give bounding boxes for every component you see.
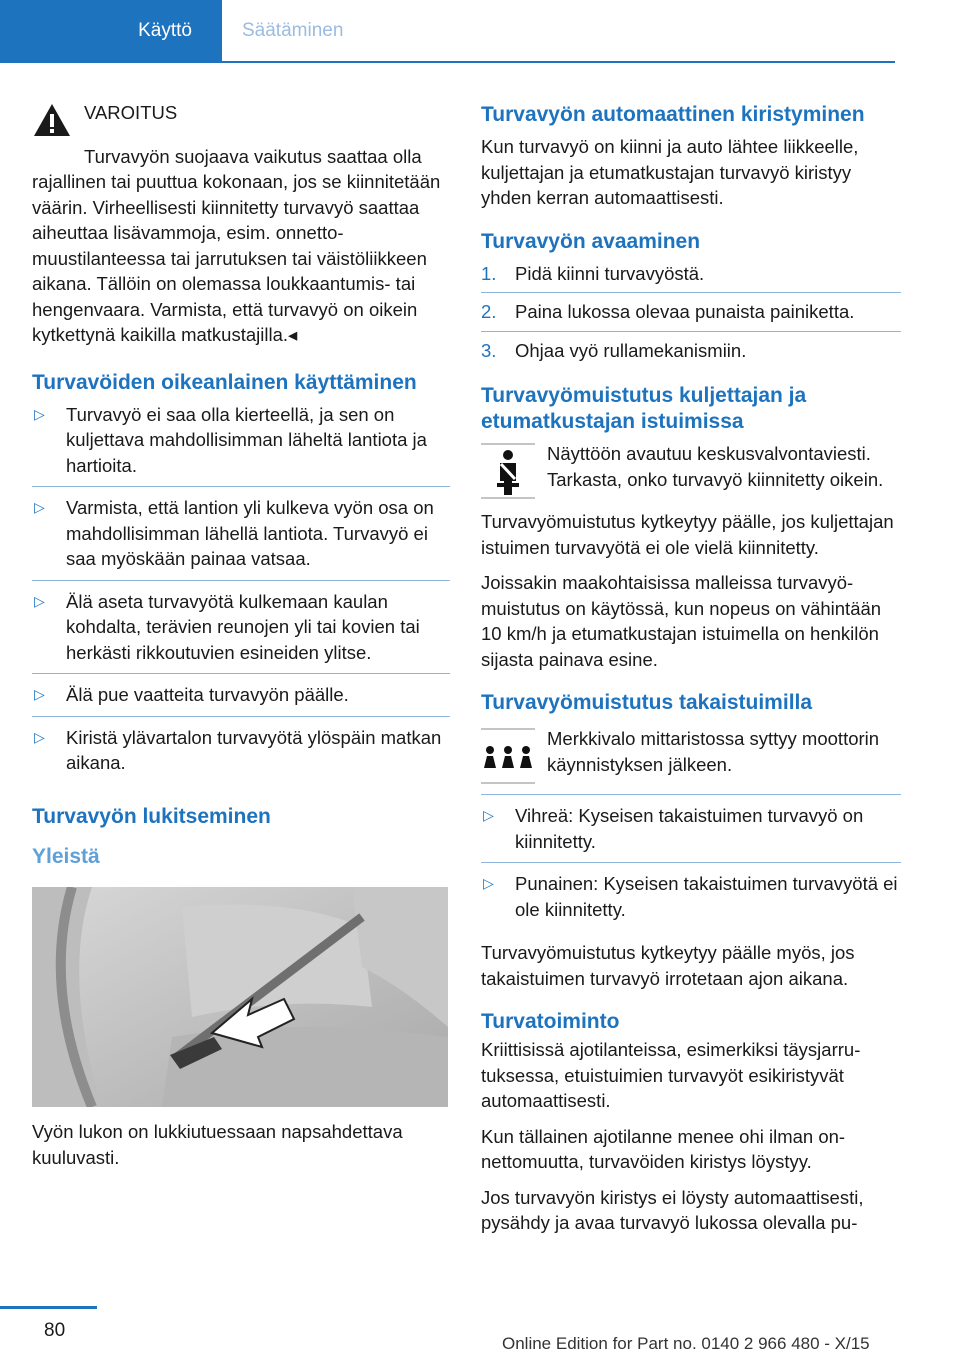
step-item: 3. Ohjaa vyö rullamekanismiin. — [481, 339, 747, 361]
tab-kaytto[interactable]: Käyttö — [0, 0, 222, 61]
heading-reminder-rear: Turvavyömuistutus takaistuimilla — [481, 691, 813, 714]
page-number: 80 — [44, 1320, 66, 1341]
heading-auto-tighten: Turvavyön automaattinen kiristyminen — [481, 103, 865, 126]
warning-label: VAROITUS — [84, 102, 178, 123]
warning-icon — [32, 102, 84, 145]
triangle-bullet-icon: ▷ — [34, 728, 45, 745]
reminder-rear-row — [481, 726, 901, 784]
heading-safety-function: Turvatoiminto — [481, 1010, 620, 1033]
triangle-bullet-icon: ▷ — [34, 405, 45, 422]
list-item: ▷ Turvavyö ei saa olla kierteellä, ja sen on kuljettava mahdollisimman läheltä lantiota ja hartioita. — [32, 402, 450, 488]
heading-open: Turvavyön avaaminen — [481, 229, 701, 253]
warning-content — [84, 100, 177, 145]
step-item: 2. Paina lukossa olevaa punaista painiketta. — [481, 299, 901, 332]
list-item: ▷ Älä aseta turvavyötä kulkemaan kaulan kohdalta, terävien reunojen yli tai kovien tai herkästi rikkoutuvien esineiden ylitse. — [32, 589, 450, 675]
safety-p1: Kriittisissä ajotilanteissa, esimerkiksi täysjarrutuksessa, etuistuimien turvavyöt esikiristyvät automaattisesti. — [481, 1039, 861, 1111]
safety-p3: Jos turvavyön kiristys ei löysty automaattisesti, pysähdy ja avaa turvavyö lukossa olevalla pu- — [481, 1186, 864, 1233]
seatbelt-buckle-photo — [32, 887, 448, 1107]
reminder-front-p1: Turvavyömuistutus kytkeytyy päälle, jos kuljettajan istuimen turvavyötä ei ole vielä kiinnitetty. — [481, 511, 894, 558]
header-divider — [0, 61, 895, 63]
reminder-front-icon-text: Näyttöön avautuu keskusvalvontaviesti. Tarkasta, onko turvavyö kiinnitetty oikein. — [547, 443, 884, 490]
safety-p2: Kun tällainen ajotilanne menee ohi ilman onnettomuutta, turvavöiden kiristys löystyy. — [481, 1125, 846, 1172]
list-item: ▷ Kiristä ylävartalon turvavyötä ylöspäin matkan aikana. — [34, 726, 442, 773]
step-item: 1. Pidä kiinni turvavyöstä. — [481, 261, 901, 294]
lock-caption: Vyön lukon on lukkiutuessaan napsahdettava kuuluvasti. — [32, 1121, 403, 1168]
triangle-bullet-icon: ▷ — [34, 592, 45, 609]
heading-reminder-front: Turvavyömuistutus kuljettajan ja etumatkustajan istuimissa — [481, 384, 807, 433]
edition-footer: Online Edition for Part no. 0140 2 966 480 - X/15 — [502, 1334, 870, 1353]
footer-divider — [0, 1306, 97, 1309]
reminder-rear-icon-text: Merkkivalo mittaristossa syttyy moottorin käynnistyksen jälkeen. — [547, 728, 880, 775]
reminder-front-row — [481, 441, 901, 499]
rear-status-list — [481, 794, 901, 930]
open-steps — [481, 261, 901, 370]
seatbelt-reminder-icon — [481, 443, 535, 499]
right-column — [481, 100, 901, 1246]
heading-correct-use: Turvavöiden oikeanlainen käyttäminen — [32, 370, 417, 394]
subheading-general: Yleistä — [32, 844, 100, 868]
heading-locking: Turvavyön lukitseminen — [32, 804, 271, 828]
list-item: ▷ Älä pue vaatteita turvavyön päälle. — [32, 682, 450, 717]
auto-tighten-text: Kun turvavyö on kiinni ja auto lähtee liikkeelle, kuljettajan ja etumatkustajan turvavyö kiristyy yhden kerran automaattisesti. — [481, 136, 859, 208]
triangle-bullet-icon: ▷ — [34, 499, 45, 515]
triangle-bullet-icon: ▷ — [483, 875, 494, 891]
list-item: ▷ Punainen: Kyseisen takaistuimen turvavyötä ei ole kiinnitetty. — [483, 873, 898, 920]
chapter-tabs — [0, 0, 895, 66]
warning-text: Turvavyön suojaava vaikutus saattaa olla rajallinen tai puuttua kokonaan, jos se kiinnitetään väärin. Virheellisesti kiinnitetty turvavyö saattaa aiheuttaa lisävammoja, esim. onnettomuustilanteessa tai jarrutuksen tai väistöliikkeen aikana. Tällöin on olemassa loukkaantumis- tai hengenvaara. Varmista, että turvavyö on oikein kytkettynä kaikilla matkustajilla.◂ — [32, 145, 441, 345]
rear-paragraph: Turvavyömuistutus kytkeytyy päälle myös, jos takaistuimen turvavyö irrotetaan ajon aikana. — [481, 942, 855, 989]
triangle-bullet-icon: ▷ — [483, 807, 494, 823]
list-item: ▷ Vihreä: Kyseisen takaistuimen turvavyö on kiinnitetty. — [481, 803, 901, 863]
tab-saataminen[interactable]: Säätäminen — [242, 19, 344, 41]
triangle-bullet-icon: ▷ — [34, 686, 45, 702]
reminder-front-p2: Joissakin maakohtaisissa malleissa turvavyömuistutus on käytössä, kun nopeus on vähintään 10 km/h ja etumatkustajan istuimella on henkilön sijasta painava esine. — [481, 572, 882, 670]
correct-use-list — [32, 402, 450, 784]
list-item: ▷ Varmista, että lantion yli kulkeva vyön osa on mahdollisimman lähellä lantiota. Turvavyö ei saa myöskään painaa vatsaa. — [32, 495, 450, 581]
rear-seatbelt-indicator-icon — [481, 728, 535, 784]
warning-block — [32, 100, 450, 145]
left-column — [32, 100, 450, 1180]
